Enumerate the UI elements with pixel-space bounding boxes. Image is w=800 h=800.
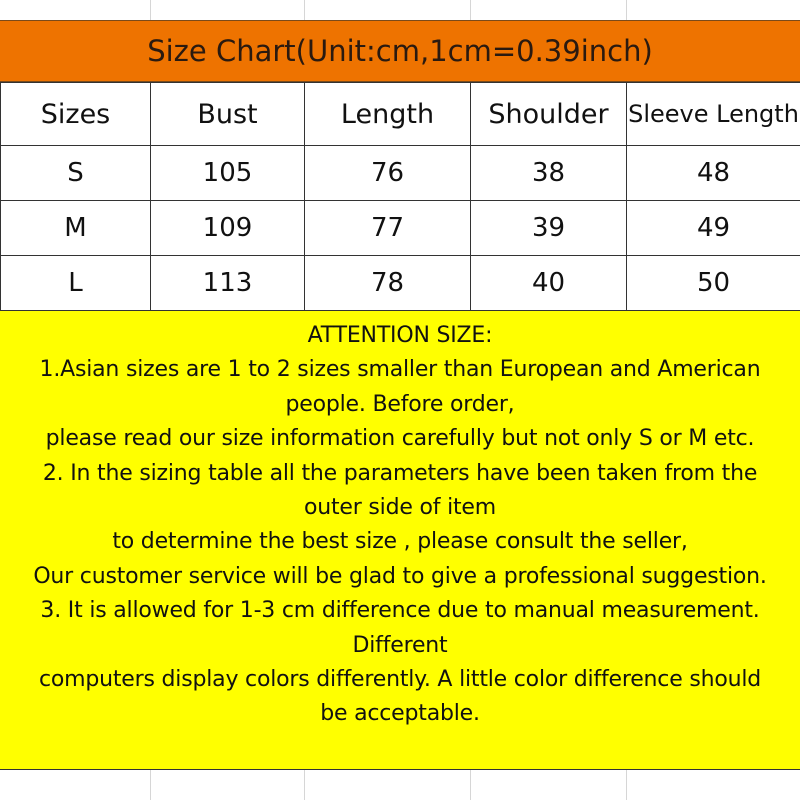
header-sizes: Sizes: [1, 83, 151, 146]
table-row: [1, 201, 800, 256]
cell-length: 77: [305, 201, 471, 256]
header-bust: Bust: [151, 83, 305, 146]
cell-bust: 109: [151, 201, 305, 256]
notice-line: computers display colors differently. A little color difference should: [38, 667, 762, 693]
cell-sleeve-length: 50: [627, 256, 800, 311]
cell-shoulder: 38: [471, 146, 627, 201]
table-header-row: [1, 83, 800, 146]
cell-sleeve-length: 49: [627, 201, 800, 256]
notice-line: Our customer service will be glad to give a professional suggestion.: [33, 563, 767, 589]
table-row: [1, 256, 800, 311]
table-row: [1, 146, 800, 201]
attention-notice: [0, 310, 800, 770]
size-chart-title: Size Chart(Unit:cm,1cm=0.39inch): [0, 20, 800, 82]
cell-size: S: [1, 146, 151, 201]
notice-line: to determine the best size , please consult the seller,: [112, 529, 688, 555]
notice-line: outer side of item: [304, 495, 496, 521]
cell-shoulder: 40: [471, 256, 627, 311]
spreadsheet-grid-top: [0, 0, 800, 20]
notice-heading: ATTENTION SIZE:: [307, 323, 493, 348]
notice-line: people. Before order,: [285, 391, 515, 417]
notice-line: Different: [352, 632, 448, 658]
spreadsheet-grid-bottom: [0, 770, 800, 800]
header-shoulder: Shoulder: [471, 83, 627, 146]
cell-length: 76: [305, 146, 471, 201]
notice-line: please read our size information carefully but not only S or M etc.: [45, 426, 755, 452]
cell-size: M: [1, 201, 151, 256]
notice-line: be acceptable.: [320, 701, 480, 727]
cell-bust: 113: [151, 256, 305, 311]
cell-bust: 105: [151, 146, 305, 201]
cell-length: 78: [305, 256, 471, 311]
header-sleeve-length: Sleeve Length: [627, 83, 800, 146]
cell-sleeve-length: 48: [627, 146, 800, 201]
notice-line: 2. In the sizing table all the parameters have been taken from the: [42, 460, 758, 486]
size-table: [0, 82, 800, 311]
notice-line: 1.Asian sizes are 1 to 2 sizes smaller than European and American: [39, 357, 761, 383]
notice-line: 3. It is allowed for 1-3 cm difference due to manual measurement.: [40, 598, 760, 624]
header-length: Length: [305, 83, 471, 146]
cell-shoulder: 39: [471, 201, 627, 256]
cell-size: L: [1, 256, 151, 311]
